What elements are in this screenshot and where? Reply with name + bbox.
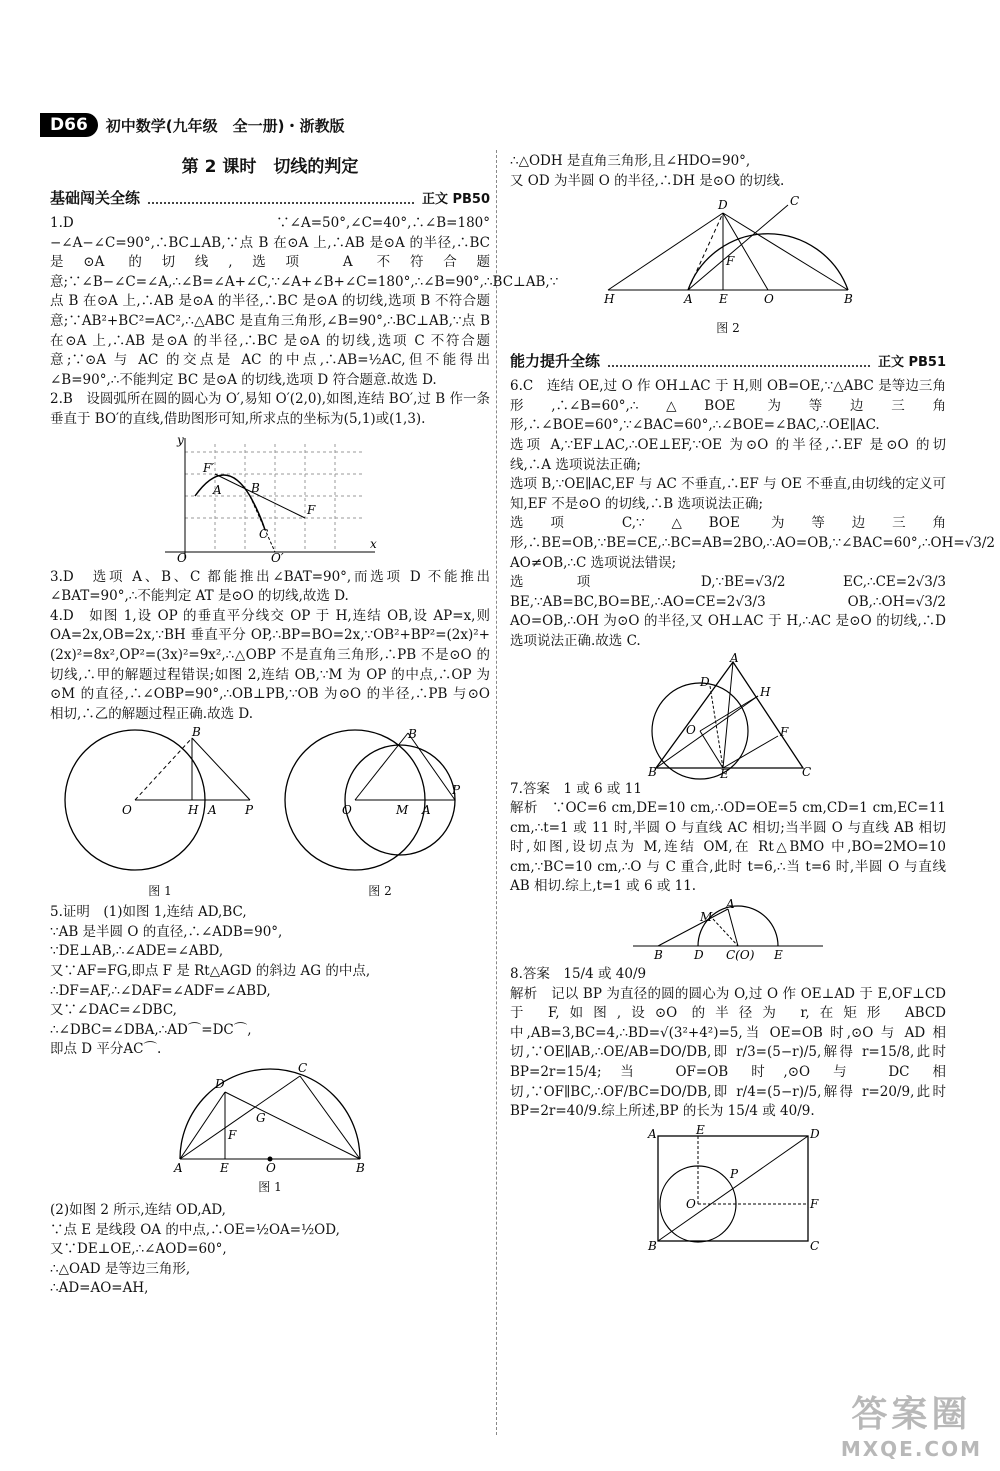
svg-text:F: F (780, 724, 789, 739)
continued-line: ∴△ODH 是直角三角形,且∠HDO=90°, (510, 153, 751, 169)
q4-figure-1-svg (60, 725, 260, 878)
svg-text:O: O (266, 1161, 276, 1176)
answer-q6: 6.C 连结 OE,过 O 作 OH⊥AC 于 H,则 OB=OE,∵△ABC 是等边三角形,∴∠B=60°,∴△BOE 为等边三角形,∴∠BOE=60°,∵∠BAC=60°,∴∠BOE=∠BAC,∴OE∥AC. (510, 378, 946, 434)
leader-dots (608, 355, 870, 367)
svg-text:A: A (730, 650, 739, 665)
q5b-line: ∵点 E 是线段 OA 的中点,∴OE=½OA=½OD, (50, 1221, 340, 1238)
q5b-line: ∴AD=AO=AH, (50, 1280, 149, 1297)
svg-text:M: M (396, 803, 409, 818)
svg-text:A: A (648, 1126, 657, 1141)
solution-q7: 解析 ∵OC=6 cm,DE=10 cm,∴OD=OE=5 cm,CD=1 cm,EC=11 cm,∴t=1 或 11 时,半圆 O 与直线 AC 相切;当半圆 O 与直线 AB 相切时,如图,设切点为 M,连结 OM,在 Rt△BMO 中,BO=2MO=10 cm,∵BC=10 cm,∴O 与 C 重合,此时 t=6,∴当 t=6 时,半圆 O 与直线 AB 相切.综上,t=1 或 6 或 11. (510, 800, 946, 895)
svg-text:H: H (188, 803, 199, 818)
q5b-line: 又∵DE⊥OE,∴∠AOD=60°, (50, 1241, 227, 1258)
svg-text:C: C (790, 194, 800, 209)
svg-text:H: H (760, 684, 771, 699)
svg-text:B: B (648, 764, 657, 779)
svg-text:A: A (174, 1161, 183, 1176)
svg-text:E: E (774, 948, 783, 963)
section-title: 基础闯关全练 (50, 189, 141, 207)
svg-text:B: B (844, 292, 853, 307)
svg-text:A: A (208, 803, 217, 818)
q5-line: ∵DE⊥AB,∴∠ADE=∠ABD, (50, 943, 224, 960)
q5b-line: (2)如图 2 所示,连结 OD,AD, (50, 1202, 226, 1219)
solution-q8: 解析 记以 BP 为直径的圆的圆心为 O,过 O 作 OE⊥AD 于 E,OF⊥CD 于 F,如图,设⊙O 的半径为 r,在矩形 ABCD 中,AB=3,BC=4,∴BD=√(3²+4²)=5,当 OE=OB 时,⊙O 与 AD 相切,∵OE∥AB,∴OE/AB=DO/DB,即 r/3=(5−r)/5,解得 r=15/8,此时 BP=2r=15/4;当 OF=OB 时,⊙O 与 DC 相切,∵OF∥BC,∴OF/BC=DO/DB,即 r/4=(5−r)/5,解得 r=20/9,此时 BP=2r=40/9.综上所述,BP 的长为 15/4 或 40/9. (510, 985, 946, 1120)
svg-text:B: B (251, 480, 260, 495)
svg-text:C: C (298, 1061, 308, 1076)
svg-text:A: A (422, 803, 431, 818)
svg-text:P: P (730, 1166, 739, 1181)
answer-q1: 1.D ∵∠A=50°,∠C=40°,∴∠B=180°−∠A−∠C=90°,∴BC⊥AB,∵点 B 在⊙A 上,∴AB 是⊙A 的半径,∴BC 是⊙A 的切线,选项 A 不符合题意;∵∠B−∠C=∠A,∴∠B=∠A+∠C,∵∠A+∠B+∠C=180°,∴∠B=90°,∴BC⊥AB,∵点 B 在⊙A 上,∴AB 是⊙A 的半径,∴BC 是⊙A 的切线,选项 B 不符合题意;∵AB²+BC²=AC²,∴△ABC 是直角三角形,∠B=90°,∴BC⊥AB,∵点 B 在⊙A 上,∴AB 是⊙A 的半径,∴BC 是⊙A 的切线,选项 C 不符合题意;∵⊙A 与 AC 的交点是 AC 的中点,∴AB=½AC,但不能得出∠B=90°,∴不能判定 BC 是⊙A 的切线,选项 D 符合题意.故选 D. (50, 215, 559, 388)
answer-q6-option-a: 选项 A,∵EF⊥AC,∴OE⊥EF,∵OE 为⊙O 的半径,∴EF 是⊙O 的切线,∴A 选项说法正确; (510, 436, 946, 473)
figure-caption: 图 1 (258, 1180, 282, 1195)
svg-text:B: B (356, 1161, 365, 1176)
figure-caption: 图 2 (716, 321, 740, 336)
svg-text:C(O): C(O) (726, 948, 755, 963)
q5-line: 5.证明 (1)如图 1,连结 AD,BC, (50, 904, 247, 921)
q5b-line: ∴△OAD 是等边三角形, (50, 1260, 191, 1277)
svg-text:y: y (177, 432, 184, 447)
svg-text:B: B (192, 725, 201, 740)
svg-text:F: F (228, 1128, 237, 1143)
svg-text:O: O (342, 803, 352, 818)
site-watermark (841, 1386, 982, 1461)
figure-caption: 图 1 (148, 884, 172, 899)
answer-q6-option-c: 选项 C,∵△BOE 为等边三角形,∴BE=OB,∵BE=CE,∴BC=AB=2BO,∴AO=OB,∵∠BAC=60°,∴OH=√3/2 AO≠OB,∴C 选项说法错误; (510, 515, 996, 571)
svg-text:H: H (604, 292, 615, 307)
section-title: 能力提升全练 (510, 352, 601, 371)
q5-line: ∵AB 是半圆 O 的直径,∴∠ADB=90°, (50, 923, 283, 940)
section-ref: 正文 PB51 (877, 355, 946, 371)
page-number: D66 (40, 113, 98, 137)
svg-text:B: B (648, 1238, 657, 1253)
svg-text:O: O (686, 1196, 696, 1211)
svg-text:B: B (408, 727, 417, 742)
q5-line: 又∵AF=FG,即点 F 是 Rt△AGD 的斜边 AG 的中点, (50, 963, 371, 980)
figure-caption: 图 2 (368, 884, 392, 899)
svg-text:C: C (259, 526, 269, 541)
column-divider (496, 150, 497, 1435)
answer-q2: 2.B 设圆弧所在圆的圆心为 O′,易知 O′(2,0),如图,连结 BO′,过 B 作一条垂直于 BO′的直线,借助图形可知,所求点的坐标为(5,1)或(1,3). (50, 391, 490, 427)
q5-figure-2 (598, 195, 858, 315)
page-header (40, 112, 345, 138)
svg-text:B: B (654, 948, 663, 963)
q2-grid-figure (155, 434, 385, 564)
svg-text:D: D (700, 674, 710, 689)
svg-text:P: P (452, 783, 461, 798)
answer-q8: 8.答案 15/4 或 40/9 (510, 966, 647, 983)
q8-figure (638, 1122, 820, 1253)
section-basic (50, 187, 490, 208)
svg-text:F: F (810, 1196, 819, 1211)
svg-text:x: x (370, 536, 377, 551)
svg-text:E: E (719, 292, 728, 307)
q6-figure (638, 650, 818, 781)
right-column (510, 152, 996, 1255)
svg-text:D: D (215, 1077, 225, 1092)
svg-text:A: A (684, 292, 693, 307)
q5-line: ∴DF=AF,∴∠DAF=∠ADF=∠ABD, (50, 982, 271, 999)
answer-q7: 7.答案 1 或 6 或 11 (510, 780, 642, 797)
svg-text:O: O (764, 292, 774, 307)
q4-figure-1 (60, 725, 260, 899)
q4-figures (50, 725, 490, 899)
svg-text:O: O (686, 722, 696, 737)
svg-text:F′: F′ (203, 460, 215, 475)
section-advanced (510, 350, 946, 371)
answer-q6-option-d: 选项 D,∵BE=√3/2 EC,∴CE=2√3/3 BE,∵AB=BC,BO=BE,∴AO=CE=2√3/3 OB,∴OH=√3/2 AO=OB,∴OH 为⊙O 的半径,又 OH⊥AC 于 H,∴AC 是⊙O 的切线,∴D 选项说法正确.故选 C. (510, 574, 946, 649)
continued-line: 又 OD 为半圆 O 的半径,∴DH 是⊙O 的切线. (510, 172, 785, 189)
answer-q5-part1 (50, 903, 490, 1060)
q5-line: 又∵∠DAC=∠DBC, (50, 1002, 177, 1019)
answer-q5-part2 (50, 1201, 490, 1299)
svg-text:O: O (122, 803, 132, 818)
q4-figure-2-svg (280, 728, 480, 878)
watermark-url: MXQE.COM (840, 1437, 982, 1461)
svg-text:O: O (177, 550, 187, 565)
svg-text:D: D (810, 1126, 820, 1141)
q5-figure-1 (170, 1061, 370, 1176)
svg-text:D: D (694, 948, 704, 963)
svg-text:C: C (802, 764, 812, 779)
q5-line: ∴∠DBC=∠DBA,∴AD⌒=DC⌒, (50, 1021, 252, 1038)
answer-q6-option-b: 选项 B,∵OE∥AC,EF 与 AC 不垂直,∴EF 与 OE 不垂直,由切线的定义可知,EF 不是⊙O 的切线,∴B 选项说法正确; (510, 476, 946, 512)
svg-text:E: E (696, 1122, 705, 1137)
svg-text:A: A (726, 897, 735, 912)
svg-text:F: F (726, 254, 735, 269)
svg-text:E: E (220, 1161, 229, 1176)
q4-figure-2 (280, 728, 480, 899)
section-ref: 正文 PB50 (421, 192, 490, 207)
svg-text:C: C (810, 1238, 820, 1253)
svg-text:P: P (245, 803, 254, 818)
watermark-logo-text: 答案圈 (851, 1394, 972, 1435)
q5-line: 即点 D 平分AC⌒. (50, 1041, 162, 1058)
q7-figure (628, 897, 828, 963)
book-title: 初中数学(九年级 全一册)・浙教版 (105, 116, 345, 135)
svg-text:M: M (700, 910, 713, 925)
svg-text:G: G (256, 1111, 266, 1126)
svg-text:A: A (213, 482, 222, 497)
svg-text:F: F (307, 502, 316, 517)
answer-q3: 3.D 选项 A、B、C 都能推出∠BAT=90°,而选项 D 不能推出∠BAT=90°,∴不能判定 AT 是⊙O 的切线,故选 D. (50, 568, 490, 605)
svg-text:D: D (718, 198, 728, 213)
answer-q4: 4.D 如图 1,设 OP 的垂直平分线交 OP 于 H,连结 OB,设 AP=x,则 OA=2x,OB=2x,∵BH 垂直平分 OP,∴BP=BO=2x,∵OB²+BP²=(2x)²+(2x)²=8x²,OP²=(3x)²=9x²,∴△OBP 不是直角三角形,∴PB 不是⊙O 的切线,∴甲的解题过程错误;如图 2,连结 OB,∵M 为 OP 的中点,∴OP 为⊙M 的直径,∴∠OBP=90°,∴OB⊥PB,∵OB 为⊙O 的半径,∴PB 与⊙O 相切,∴乙的解题过程正确.故选 D. (50, 607, 490, 722)
svg-text:E: E (720, 766, 729, 781)
leader-dots (148, 192, 414, 204)
lesson-title: 第 2 课时 切线的判定 (181, 157, 359, 177)
svg-text:O′: O′ (271, 550, 284, 565)
